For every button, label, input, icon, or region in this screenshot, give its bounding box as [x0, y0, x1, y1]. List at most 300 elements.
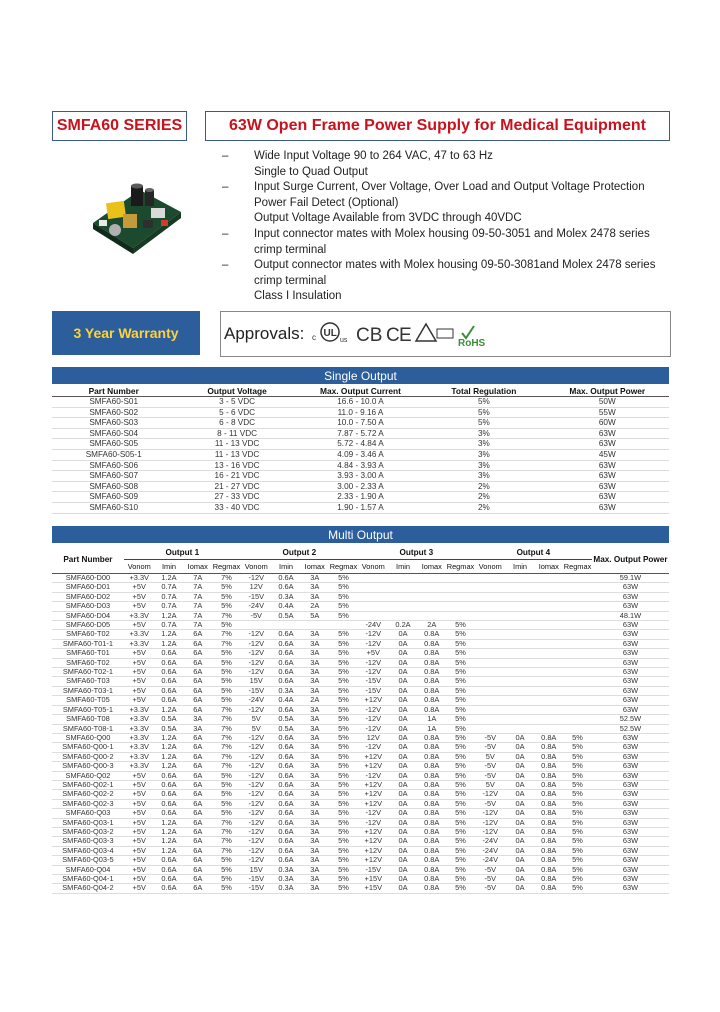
- table-cell: [358, 574, 389, 583]
- table-cell: 5%: [446, 733, 475, 742]
- table-cell: 63W: [592, 884, 669, 893]
- table-cell: 6A: [183, 865, 212, 874]
- group-output-2: Output 2: [241, 545, 358, 560]
- table-cell: [534, 621, 563, 630]
- table-cell: 5%: [446, 809, 475, 818]
- table-cell: 6A: [183, 846, 212, 855]
- table-cell: SMFA60-S08: [52, 481, 175, 492]
- table-row: [52, 460, 669, 471]
- table-cell: [534, 649, 563, 658]
- table-cell: -12V: [241, 649, 272, 658]
- table-cell: 0.8A: [417, 771, 446, 780]
- table-row: [52, 492, 669, 503]
- svg-text:UL: UL: [323, 328, 338, 339]
- table-cell: 0A: [506, 818, 535, 827]
- table-cell: 5%: [446, 790, 475, 799]
- table-cell: 0.8A: [534, 837, 563, 846]
- table-cell: SMFA60-Q02: [52, 771, 124, 780]
- table-cell: [358, 583, 389, 592]
- table-cell: [329, 621, 358, 630]
- table-cell: 5%: [446, 630, 475, 639]
- table-cell: 6A: [183, 630, 212, 639]
- table-cell: [475, 677, 506, 686]
- table-cell: 0.8A: [417, 865, 446, 874]
- table-cell: 0.6A: [272, 639, 301, 648]
- table-cell: 5%: [329, 733, 358, 742]
- table-cell: 2A: [300, 602, 329, 611]
- table-cell: [563, 574, 592, 583]
- table-cell: 1A: [417, 715, 446, 724]
- table-cell: 63W: [592, 592, 669, 601]
- table-cell: 7%: [212, 705, 241, 714]
- table-cell: 15V: [241, 865, 272, 874]
- table-cell: 3A: [183, 724, 212, 733]
- table-cell: 0.8A: [417, 827, 446, 836]
- table-cell: 63W: [546, 460, 669, 471]
- table-cell: 1.2A: [155, 733, 184, 742]
- table-cell: 5%: [329, 827, 358, 836]
- table-cell: +12V: [358, 752, 389, 761]
- table-cell: 1.2A: [155, 705, 184, 714]
- table-row: [52, 439, 669, 450]
- table-cell: 63W: [592, 809, 669, 818]
- table-cell: SMFA60-T02: [52, 658, 124, 667]
- table-cell: -5V: [475, 865, 506, 874]
- table-cell: 0.8A: [417, 856, 446, 865]
- table-cell: 0.8A: [417, 884, 446, 893]
- table-cell: [534, 677, 563, 686]
- multi-output-band: Multi Output: [52, 526, 669, 543]
- table-row: [52, 583, 669, 592]
- table-cell: 0.6A: [155, 677, 184, 686]
- multi-output-rows: [52, 574, 669, 894]
- subheader-cell: Iomax: [534, 560, 563, 574]
- table-cell: 5%: [563, 884, 592, 893]
- table-cell: SMFA60-Q02-3: [52, 799, 124, 808]
- table-cell: 0A: [389, 752, 418, 761]
- table-cell: 63W: [592, 668, 669, 677]
- table-cell: 1.2A: [155, 743, 184, 752]
- table-cell: -12V: [358, 630, 389, 639]
- table-cell: 6A: [183, 733, 212, 742]
- table-cell: [300, 621, 329, 630]
- table-cell: [506, 583, 535, 592]
- table-cell: -12V: [358, 771, 389, 780]
- table-cell: [475, 630, 506, 639]
- table-cell: 0A: [389, 865, 418, 874]
- feature-item: [222, 211, 672, 227]
- table-cell: [563, 715, 592, 724]
- table-cell: [563, 583, 592, 592]
- table-cell: 11 - 13 VDC: [175, 449, 298, 460]
- table-cell: 0.8A: [534, 771, 563, 780]
- rohs-icon: [458, 326, 486, 349]
- table-cell: 3A: [300, 762, 329, 771]
- table-cell: 5%: [563, 799, 592, 808]
- feature-text: Input connector mates with Molex housing 09-50-3051 and Molex 2478 series crimp terminal: [254, 227, 650, 256]
- table-cell: 0.8A: [534, 884, 563, 893]
- table-cell: -12V: [241, 733, 272, 742]
- table-row: [52, 743, 669, 752]
- table-cell: 7%: [212, 818, 241, 827]
- feature-bullet: [222, 165, 254, 181]
- table-cell: 12V: [241, 583, 272, 592]
- table-cell: SMFA60-T01: [52, 649, 124, 658]
- table-cell: 0A: [389, 809, 418, 818]
- table-cell: 0A: [389, 677, 418, 686]
- table-cell: 5%: [563, 790, 592, 799]
- feature-bullet: [222, 211, 254, 227]
- table-cell: 63W: [592, 790, 669, 799]
- table-cell: 63W: [592, 762, 669, 771]
- table-cell: -12V: [475, 809, 506, 818]
- feature-item: [222, 258, 672, 289]
- table-cell: 5%: [446, 724, 475, 733]
- approvals-box: [220, 311, 671, 357]
- table-cell: [475, 658, 506, 667]
- table-cell: 6A: [183, 743, 212, 752]
- table-cell: 63W: [592, 856, 669, 865]
- table-cell: 5%: [212, 583, 241, 592]
- table-cell: SMFA60-T02: [52, 630, 124, 639]
- table-cell: [534, 574, 563, 583]
- feature-item: [222, 165, 672, 181]
- group-output-3: Output 3: [358, 545, 475, 560]
- table-cell: SMFA60-Q03: [52, 809, 124, 818]
- table-cell: 3A: [300, 715, 329, 724]
- col-total-regulation: Total Regulation: [422, 385, 545, 397]
- table-cell: 0.8A: [417, 780, 446, 789]
- table-cell: 0.8A: [417, 837, 446, 846]
- table-cell: [475, 724, 506, 733]
- table-cell: SMFA60-T08: [52, 715, 124, 724]
- single-output-rows: [52, 397, 669, 514]
- table-cell: 5%: [329, 856, 358, 865]
- table-cell: 63W: [592, 865, 669, 874]
- table-cell: [563, 602, 592, 611]
- table-cell: 63W: [592, 583, 669, 592]
- table-cell: 5%: [446, 705, 475, 714]
- table-cell: SMFA60-Q04-1: [52, 875, 124, 884]
- table-cell: [506, 724, 535, 733]
- table-cell: 5%: [563, 743, 592, 752]
- table-cell: 3A: [300, 658, 329, 667]
- table-cell: 6A: [183, 818, 212, 827]
- table-cell: -24V: [358, 621, 389, 630]
- table-cell: 7%: [212, 724, 241, 733]
- table-cell: 0.6A: [272, 827, 301, 836]
- table-cell: 0.6A: [272, 677, 301, 686]
- table-cell: 0A: [506, 733, 535, 742]
- table-cell: 63W: [592, 827, 669, 836]
- table-cell: 12V: [358, 733, 389, 742]
- subheader-cell: Imin: [155, 560, 184, 574]
- table-cell: 0.6A: [272, 733, 301, 742]
- table-cell: 0A: [389, 827, 418, 836]
- subheader-cell: Regmax: [563, 560, 592, 574]
- table-cell: 0.8A: [417, 668, 446, 677]
- table-cell: 0A: [506, 780, 535, 789]
- table-cell: [475, 639, 506, 648]
- table-cell: 5%: [212, 790, 241, 799]
- table-cell: 8 - 11 VDC: [175, 428, 298, 439]
- table-cell: 60W: [546, 418, 669, 429]
- svg-text:E: E: [399, 325, 413, 346]
- table-cell: 63W: [592, 630, 669, 639]
- table-cell: [506, 715, 535, 724]
- table-cell: 5 - 6 VDC: [175, 407, 298, 418]
- table-cell: +5V: [124, 602, 155, 611]
- table-cell: SMFA60-Q00-1: [52, 743, 124, 752]
- table-row: [52, 752, 669, 761]
- table-cell: 5%: [212, 865, 241, 874]
- table-cell: -12V: [241, 780, 272, 789]
- table-cell: [534, 639, 563, 648]
- table-cell: 0.6A: [272, 743, 301, 752]
- table-cell: 0.6A: [272, 837, 301, 846]
- table-cell: -5V: [475, 799, 506, 808]
- table-cell: 16.6 - 10.0 A: [299, 397, 422, 408]
- table-cell: 6A: [183, 875, 212, 884]
- table-cell: [506, 658, 535, 667]
- single-output-table: [52, 385, 669, 514]
- table-cell: 45W: [546, 449, 669, 460]
- table-cell: +3.3V: [124, 724, 155, 733]
- table-cell: 1.2A: [155, 846, 184, 855]
- table-cell: 6A: [183, 762, 212, 771]
- table-cell: 5%: [446, 743, 475, 752]
- table-cell: 3A: [300, 818, 329, 827]
- table-cell: [563, 649, 592, 658]
- table-cell: [534, 611, 563, 620]
- table-cell: 5%: [563, 865, 592, 874]
- subheader-cell: Regmax: [212, 560, 241, 574]
- table-cell: +3.3V: [124, 639, 155, 648]
- table-cell: SMFA60-T03-1: [52, 686, 124, 695]
- table-cell: -5V: [475, 743, 506, 752]
- table-cell: 0.8A: [534, 743, 563, 752]
- table-cell: +5V: [124, 771, 155, 780]
- table-cell: 0A: [506, 762, 535, 771]
- table-cell: 5%: [212, 780, 241, 789]
- table-cell: [534, 658, 563, 667]
- series-title: SMFA60 SERIES: [52, 111, 187, 141]
- table-cell: SMFA60-Q03-2: [52, 827, 124, 836]
- table-cell: +5V: [124, 790, 155, 799]
- table-cell: SMFA60-S06: [52, 460, 175, 471]
- table-cell: 5%: [446, 846, 475, 855]
- cb-icon: [356, 325, 382, 346]
- col-part-number: Part Number: [52, 385, 175, 397]
- feature-item: [222, 196, 672, 212]
- table-cell: [475, 668, 506, 677]
- table-cell: 6A: [183, 837, 212, 846]
- table-cell: SMFA60-S01: [52, 397, 175, 408]
- table-cell: [389, 574, 418, 583]
- table-cell: +12V: [358, 827, 389, 836]
- table-cell: 0A: [389, 696, 418, 705]
- table-cell: +5V: [124, 818, 155, 827]
- approvals-label: Approvals:: [224, 324, 305, 343]
- table-cell: 59.1W: [592, 574, 669, 583]
- table-cell: 63W: [592, 658, 669, 667]
- table-cell: -5V: [241, 611, 272, 620]
- table-cell: [506, 611, 535, 620]
- table-cell: +3.3V: [124, 762, 155, 771]
- table-cell: SMFA60-D05: [52, 621, 124, 630]
- table-cell: 0.6A: [272, 846, 301, 855]
- table-cell: 0.8A: [417, 790, 446, 799]
- feature-item: [222, 289, 672, 305]
- table-cell: 63W: [592, 799, 669, 808]
- table-cell: 0.6A: [272, 856, 301, 865]
- table-cell: 6A: [183, 780, 212, 789]
- feature-bullet: –: [222, 227, 229, 240]
- table-cell: 5%: [329, 630, 358, 639]
- table-cell: 3 - 5 VDC: [175, 397, 298, 408]
- table-cell: 63W: [546, 502, 669, 513]
- table-cell: [563, 621, 592, 630]
- table-cell: -12V: [241, 818, 272, 827]
- table-cell: 5%: [446, 799, 475, 808]
- table-cell: +3.3V: [124, 574, 155, 583]
- table-cell: 6A: [183, 686, 212, 695]
- table-cell: 3%: [422, 460, 545, 471]
- subheader-cell: Imin: [389, 560, 418, 574]
- table-cell: 0.5A: [155, 715, 184, 724]
- subheader-cell: Iomax: [417, 560, 446, 574]
- table-row: [52, 592, 669, 601]
- table-cell: 3A: [300, 677, 329, 686]
- table-cell: 3A: [300, 705, 329, 714]
- table-cell: +5V: [124, 696, 155, 705]
- table-cell: 0.8A: [417, 818, 446, 827]
- table-cell: 6A: [183, 827, 212, 836]
- table-row: [52, 668, 669, 677]
- table-cell: [534, 686, 563, 695]
- table-cell: 0.2A: [389, 621, 418, 630]
- table-cell: [446, 583, 475, 592]
- table-cell: 3A: [300, 743, 329, 752]
- tuv-icon: [416, 324, 453, 341]
- table-cell: 6 - 8 VDC: [175, 418, 298, 429]
- table-cell: -15V: [358, 865, 389, 874]
- table-cell: -12V: [241, 799, 272, 808]
- table-cell: 11.0 - 9.16 A: [299, 407, 422, 418]
- table-cell: 0A: [506, 865, 535, 874]
- table-cell: [506, 602, 535, 611]
- table-cell: 63W: [592, 621, 669, 630]
- table-cell: -12V: [358, 668, 389, 677]
- table-cell: [417, 602, 446, 611]
- table-row: [52, 418, 669, 429]
- table-cell: 5V: [475, 752, 506, 761]
- table-cell: 4.84 - 3.93 A: [299, 460, 422, 471]
- table-cell: 7A: [183, 611, 212, 620]
- table-cell: 1.2A: [155, 762, 184, 771]
- table-cell: 3%: [422, 471, 545, 482]
- table-cell: -12V: [475, 827, 506, 836]
- table-cell: 63W: [546, 481, 669, 492]
- table-row: [52, 762, 669, 771]
- table-cell: SMFA60-D02: [52, 592, 124, 601]
- table-cell: 1.2A: [155, 639, 184, 648]
- table-cell: [563, 668, 592, 677]
- table-cell: -12V: [241, 574, 272, 583]
- table-cell: -24V: [241, 602, 272, 611]
- table-cell: 0.6A: [155, 649, 184, 658]
- table-cell: 3%: [422, 428, 545, 439]
- table-cell: 0A: [506, 856, 535, 865]
- svg-text:RoHS: RoHS: [458, 338, 486, 349]
- table-cell: 7A: [183, 592, 212, 601]
- table-cell: 16 - 21 VDC: [175, 471, 298, 482]
- table-cell: 0A: [389, 686, 418, 695]
- table-cell: -12V: [358, 818, 389, 827]
- table-cell: 5%: [446, 715, 475, 724]
- table-cell: 0A: [389, 780, 418, 789]
- table-cell: 0.4A: [272, 602, 301, 611]
- table-cell: 5%: [422, 418, 545, 429]
- table-cell: SMFA60-S10: [52, 502, 175, 513]
- table-cell: 5%: [212, 856, 241, 865]
- table-cell: 0.4A: [272, 696, 301, 705]
- table-cell: [446, 574, 475, 583]
- table-cell: 5%: [422, 397, 545, 408]
- table-cell: 0.6A: [272, 668, 301, 677]
- table-cell: 3A: [300, 809, 329, 818]
- table-cell: [534, 592, 563, 601]
- table-cell: [506, 686, 535, 695]
- table-cell: 0A: [389, 762, 418, 771]
- table-cell: 0.6A: [272, 762, 301, 771]
- feature-text: Input Surge Current, Over Voltage, Over Load and Output Voltage Protection: [254, 181, 645, 194]
- table-cell: 0.6A: [155, 686, 184, 695]
- table-cell: [475, 574, 506, 583]
- table-cell: 3A: [300, 771, 329, 780]
- table-row: [52, 818, 669, 827]
- table-cell: 0.8A: [534, 818, 563, 827]
- table-cell: -12V: [358, 809, 389, 818]
- table-cell: 6A: [183, 639, 212, 648]
- table-cell: 52.5W: [592, 724, 669, 733]
- table-cell: 0.6A: [272, 752, 301, 761]
- table-cell: [534, 583, 563, 592]
- table-cell: 0.8A: [417, 799, 446, 808]
- table-cell: [389, 602, 418, 611]
- table-cell: 3A: [300, 649, 329, 658]
- table-cell: 63W: [546, 492, 669, 503]
- table-cell: 0.8A: [417, 809, 446, 818]
- table-cell: 0A: [389, 837, 418, 846]
- table-cell: 5%: [563, 771, 592, 780]
- ce-icon: [386, 325, 412, 346]
- feature-list: [222, 149, 672, 305]
- table-cell: SMFA60-T03: [52, 677, 124, 686]
- table-cell: [417, 583, 446, 592]
- table-cell: 3A: [300, 592, 329, 601]
- table-cell: [417, 611, 446, 620]
- table-cell: 5%: [212, 799, 241, 808]
- col-max-current: Max. Output Current: [299, 385, 422, 397]
- feature-bullet: –: [222, 259, 229, 272]
- table-cell: [358, 602, 389, 611]
- table-cell: 0A: [389, 724, 418, 733]
- table-cell: +5V: [124, 799, 155, 808]
- table-cell: 0.6A: [155, 884, 184, 893]
- table-cell: 3A: [300, 856, 329, 865]
- table-cell: 5%: [329, 790, 358, 799]
